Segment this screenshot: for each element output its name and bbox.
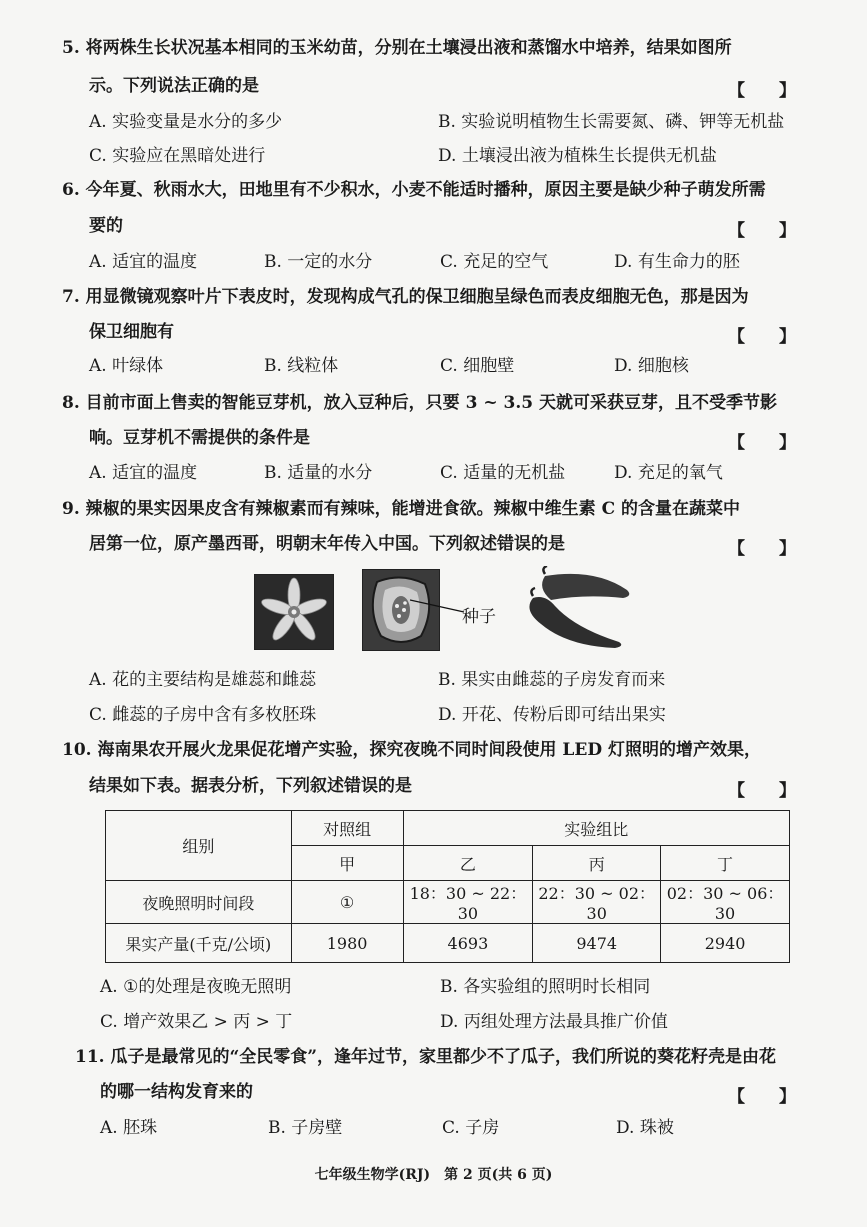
q6-option-c: C. 充足的空气 xyxy=(440,252,549,272)
q10-option-b: B. 各实验组的照明时长相同 xyxy=(440,977,651,997)
q7-option-c: C. 细胞壁 xyxy=(440,356,515,376)
flower-image xyxy=(255,575,333,649)
table-cell-time-bing: 22：30 ~ 02：30 xyxy=(533,881,661,924)
q7-stem-line1: 7. 用显微镜观察叶片下表皮时，发现构成气孔的保卫细胞呈绿色而表皮细胞无色，那是因为 xyxy=(62,287,749,307)
q5-option-a: A. 实验变量是水分的多少 xyxy=(89,112,283,132)
table-header-control: 对照组 xyxy=(291,811,403,846)
q5-stem-line2: 示。下列说法正确的是 xyxy=(89,76,259,96)
q8-stem-line1: 8. 目前市面上售卖的智能豆芽机，放入豆种后，只要 3 ~ 3.5 天就可采获豆芽，且不受季节影 xyxy=(62,393,777,413)
table-row-label-yield: 果实产量(千克/公顷) xyxy=(106,924,292,963)
q11-stem-line2: 的哪一结构发育来的 xyxy=(100,1082,253,1102)
table-cell-time-yi: 18：30 ~ 22：30 xyxy=(403,881,533,924)
q9-stem-line1: 9. 辣椒的果实因果皮含有辣椒素而有辣味，能增进食欲。辣椒中维生素 C 的含量在蔬菜中 xyxy=(62,499,741,519)
seed-leader-line xyxy=(410,596,466,618)
q11-option-a: A. 胚珠 xyxy=(100,1118,158,1138)
q5-option-c: C. 实验应在黑暗处进行 xyxy=(89,146,266,166)
q9-option-b: B. 果实由雌蕊的子房发育而来 xyxy=(438,670,666,690)
q10-stem-line1: 10. 海南果农开展火龙果促花增产实验，探究夜晚不同时间段使用 LED 灯照明的增产效果， xyxy=(62,740,761,760)
q8-option-d: D. 充足的氧气 xyxy=(614,463,723,483)
q5-answer-bracket: 【 】 xyxy=(728,81,796,101)
q7-option-b: B. 线粒体 xyxy=(264,356,339,376)
table-cell-time-jia: ① xyxy=(291,881,403,924)
q11-answer-bracket: 【 】 xyxy=(728,1087,796,1107)
table-cell-time-ding: 02：30 ~ 06：30 xyxy=(661,881,790,924)
q9-option-c: C. 雌蕊的子房中含有多枚胚珠 xyxy=(89,705,317,725)
table-header-experiment: 实验组比 xyxy=(403,811,790,846)
q11-option-c: C. 子房 xyxy=(442,1118,500,1138)
q6-option-a: A. 适宜的温度 xyxy=(89,252,198,272)
q7-answer-bracket: 【 】 xyxy=(728,327,796,347)
q10-results-table xyxy=(105,810,790,963)
q8-option-b: B. 适量的水分 xyxy=(264,463,373,483)
q9-figure-row xyxy=(0,566,867,652)
q7-option-a: A. 叶绿体 xyxy=(89,356,164,376)
q10-option-c: C. 增产效果乙 > 丙 > 丁 xyxy=(100,1012,293,1032)
q5-option-d: D. 土壤浸出液为植株生长提供无机盐 xyxy=(438,146,717,166)
q8-answer-bracket: 【 】 xyxy=(728,433,796,453)
q9-option-a: A. 花的主要结构是雄蕊和雌蕊 xyxy=(89,670,317,690)
q9-stem-line2: 居第一位，原产墨西哥，明朝末年传入中国。下列叙述错误的是 xyxy=(89,534,565,554)
table-group-yi: 乙 xyxy=(403,846,533,881)
table-cell-yield-yi: 4693 xyxy=(403,924,533,963)
q10-stem-line2: 结果如下表。据表分析，下列叙述错误的是 xyxy=(89,776,412,796)
q6-answer-bracket: 【 】 xyxy=(728,221,796,241)
table-row-label-time: 夜晚照明时间段 xyxy=(106,881,292,924)
q8-option-a: A. 适宜的温度 xyxy=(89,463,198,483)
q9-option-d: D. 开花、传粉后即可结出果实 xyxy=(438,705,666,725)
q5-stem-line1: 5. 将两株生长状况基本相同的玉米幼苗，分别在土壤浸出液和蒸馏水中培养，结果如图所 xyxy=(62,38,732,58)
q7-option-d: D. 细胞核 xyxy=(614,356,689,376)
table-group-ding: 丁 xyxy=(661,846,790,881)
q11-stem-line1: 11. 瓜子是最常见的“全民零食”，逢年过节，家里都少不了瓜子，我们所说的葵花籽壳是由花 xyxy=(75,1047,777,1067)
q6-stem-line2: 要的 xyxy=(89,216,123,236)
q8-option-c: C. 适量的无机盐 xyxy=(440,463,566,483)
seed-label: 种子 xyxy=(462,607,496,627)
table-header-group: 组别 xyxy=(106,811,292,881)
q9-answer-bracket: 【 】 xyxy=(728,539,796,559)
whole-peppers-image xyxy=(515,566,635,652)
table-cell-yield-bing: 9474 xyxy=(533,924,661,963)
q7-stem-line2: 保卫细胞有 xyxy=(89,322,174,342)
page-footer: 七年级生物学(RJ) 第 2 页(共 6 页) xyxy=(314,1167,553,1183)
q6-option-b: B. 一定的水分 xyxy=(264,252,373,272)
q6-option-d: D. 有生命力的胚 xyxy=(614,252,740,272)
q11-option-d: D. 珠被 xyxy=(616,1118,674,1138)
q10-answer-bracket: 【 】 xyxy=(728,781,796,801)
table-group-bing: 丙 xyxy=(533,846,661,881)
pepper-flower-photo xyxy=(254,574,334,650)
q10-option-d: D. 丙组处理方法最具推广价值 xyxy=(440,1012,668,1032)
q5-option-b: B. 实验说明植物生长需要氮、磷、钾等无机盐 xyxy=(438,112,785,132)
table-cell-yield-ding: 2940 xyxy=(661,924,790,963)
q10-option-a: A. ①的处理是夜晚无照明 xyxy=(100,977,292,997)
q11-option-b: B. 子房壁 xyxy=(268,1118,343,1138)
table-group-jia: 甲 xyxy=(291,846,403,881)
q6-stem-line1: 6. 今年夏、秋雨水大，田地里有不少积水，小麦不能适时播种，原因主要是缺少种子萌发所需 xyxy=(62,180,766,200)
q8-stem-line2: 响。豆芽机不需提供的条件是 xyxy=(89,428,310,448)
table-cell-yield-jia: 1980 xyxy=(291,924,403,963)
